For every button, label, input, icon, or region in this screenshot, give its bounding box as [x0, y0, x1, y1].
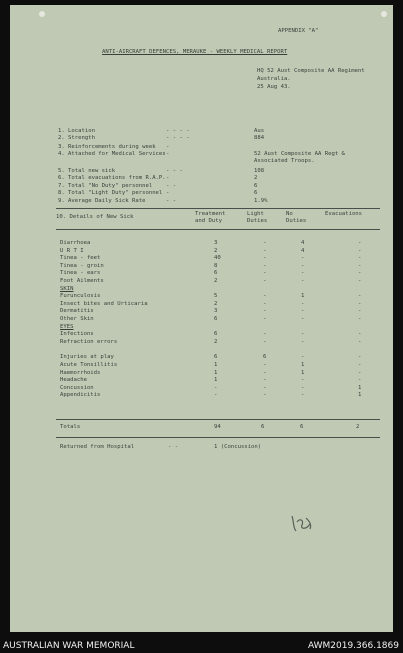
- cell-evacuations: -: [358, 247, 362, 254]
- summary-item-dashes: - -: [166, 198, 177, 204]
- cell-evacuations: -: [358, 354, 362, 361]
- table-top-rule: [56, 208, 380, 209]
- cell-no-duties: -: [301, 255, 305, 262]
- cell-treatment: 2: [214, 300, 218, 307]
- summary-item-number: 2.: [58, 135, 65, 141]
- summary-item-value: 1.9%: [254, 198, 268, 204]
- cell-evacuations: -: [358, 316, 362, 322]
- cell-treatment: -: [214, 384, 218, 391]
- appendix-label: APPENDIX "A": [278, 28, 319, 34]
- row-label: Appendicitis: [60, 392, 101, 399]
- cell-no-duties: 1: [301, 369, 305, 376]
- row-label: Insect bites and Urticaria: [60, 300, 148, 307]
- cell-treatment: -: [214, 392, 218, 399]
- row-label: Diarrhoea: [60, 240, 91, 246]
- summary-item-dashes: - - -: [166, 168, 183, 174]
- summary-item-value: 2: [254, 175, 258, 181]
- col-header-light: Light: [247, 211, 264, 217]
- col-header-evacuations: Evacuations: [325, 211, 363, 217]
- cell-light-duties: -: [263, 300, 267, 307]
- col-header-noduty: No: [286, 211, 293, 217]
- summary-item-value: 6: [254, 190, 258, 196]
- unit-line-2: Australia.: [257, 76, 291, 82]
- cell-no-duties: -: [301, 384, 305, 391]
- cell-no-duties: 4: [301, 247, 305, 254]
- cell-evacuations: -: [358, 338, 362, 345]
- cell-no-duties: 1: [301, 362, 305, 368]
- cell-light-duties: -: [263, 362, 267, 368]
- document-page: [10, 5, 393, 632]
- cell-treatment: 6: [214, 270, 218, 277]
- row-label: Acute Tonsillitis: [60, 362, 118, 368]
- summary-item-dashes: - - - -: [166, 135, 190, 141]
- cell-treatment: 1: [214, 377, 218, 384]
- summary-item-dashes: -: [166, 190, 170, 196]
- footer-institution: AUSTRALIAN WAR MEMORIAL: [3, 641, 135, 651]
- pin-hole-icon: [39, 11, 45, 17]
- cell-light-duties: -: [263, 270, 267, 277]
- cell-no-duties: -: [301, 270, 305, 277]
- cell-evacuations: 1: [358, 392, 362, 399]
- summary-item-dashes: -: [166, 175, 170, 181]
- cell-evacuations: 1: [358, 384, 362, 391]
- row-label: Concussion: [60, 384, 94, 391]
- row-label: Dermatitis: [60, 308, 94, 315]
- summary-item-dashes: - - - -: [166, 128, 190, 134]
- summary-item-number: 9.: [58, 198, 65, 204]
- totals-bottom-rule: [56, 437, 380, 438]
- summary-item-value: 6: [254, 183, 258, 189]
- summary-item-number: 7.: [58, 183, 65, 189]
- summary-item-value: Associated Troops.: [254, 158, 315, 164]
- cell-evacuations: -: [358, 240, 362, 246]
- totals-top-rule: [56, 419, 380, 420]
- summary-item-value: 52 Aust Composite AA Regt &: [254, 151, 345, 157]
- row-label: Foot Ailments: [60, 278, 104, 284]
- cell-evacuations: -: [358, 262, 362, 269]
- row-label: Tinea - groin: [60, 262, 104, 269]
- summary-item-number: 6.: [58, 175, 65, 181]
- cell-evacuations: -: [358, 278, 362, 284]
- cell-no-duties: -: [301, 377, 305, 384]
- cell-no-duties: -: [301, 308, 305, 315]
- cell-no-duties: -: [301, 354, 305, 361]
- cell-light-duties: -: [263, 392, 267, 399]
- cell-no-duties: -: [301, 262, 305, 269]
- returned-label: Returned from Hospital: [60, 444, 135, 450]
- summary-item-number: 8.: [58, 190, 65, 196]
- footer-accession-number: AWM2019.366.1869: [307, 641, 399, 651]
- cell-evacuations: -: [358, 293, 362, 300]
- unit-line-1: HQ 52 Aust Composite AA Regiment: [257, 68, 365, 74]
- row-label: Tinea - feet: [60, 255, 101, 262]
- cell-evacuations: -: [358, 331, 362, 338]
- cell-treatment: 6: [214, 316, 218, 322]
- summary-item-value: 108: [254, 168, 265, 174]
- cell-treatment: 2: [214, 338, 218, 345]
- cell-evacuations: -: [358, 369, 362, 376]
- cell-treatment: 3: [214, 308, 218, 315]
- col-header-treatment-2: and Duty: [195, 218, 222, 224]
- cell-light-duties: -: [263, 262, 267, 269]
- cell-light-duties: -: [263, 384, 267, 391]
- summary-item-label: Total new sick: [68, 168, 116, 174]
- row-label: Haemorrhoids: [60, 369, 101, 376]
- row-label: Furunculosis: [60, 293, 101, 300]
- col-header-noduty-2: Duties: [286, 218, 307, 224]
- cell-treatment: 8: [214, 262, 218, 269]
- totals-evacuations: 2: [356, 424, 360, 430]
- row-label: U R T I: [60, 247, 84, 254]
- returned-dashes: - -: [168, 444, 179, 450]
- cell-evacuations: -: [358, 377, 362, 384]
- cell-treatment: 1: [214, 362, 218, 368]
- summary-item-value: Aus: [254, 128, 265, 134]
- cell-evacuations: -: [358, 270, 362, 277]
- cell-light-duties: -: [263, 293, 267, 300]
- cell-light-duties: -: [263, 255, 267, 262]
- summary-item-label: Reinforcements during week: [68, 144, 156, 150]
- cell-no-duties: 1: [301, 293, 305, 300]
- cell-light-duties: -: [263, 331, 267, 338]
- summary-item-label: Attached for Medical Services: [68, 151, 166, 157]
- col-header-details: 10. Details of New Sick: [56, 214, 134, 220]
- cell-no-duties: 4: [301, 240, 305, 246]
- cell-light-duties: -: [263, 278, 267, 284]
- row-label: Other Skin: [60, 316, 94, 322]
- row-label: Headache: [60, 377, 87, 384]
- cell-evacuations: -: [358, 308, 362, 315]
- summary-item-number: 1.: [58, 128, 65, 134]
- cell-light-duties: -: [263, 316, 267, 322]
- row-label: Infections: [60, 331, 94, 338]
- cell-evacuations: -: [358, 362, 362, 368]
- cell-no-duties: -: [301, 278, 305, 284]
- totals-label: Totals: [60, 424, 81, 430]
- row-label: Refraction errors: [60, 338, 118, 345]
- cell-evacuations: -: [358, 255, 362, 262]
- report-title: ANTI-AIRCRAFT DEFENCES, MERAUKE - WEEKLY MEDICAL REPORT: [102, 49, 288, 55]
- returned-value: 1 (Concussion): [214, 444, 262, 450]
- section-label: SKIN: [60, 285, 74, 292]
- cell-treatment: 5: [214, 293, 218, 300]
- summary-item-number: 3.: [58, 144, 65, 150]
- summary-item-label: Average Daily Sick Rate: [68, 198, 146, 204]
- summary-item-label: Strength: [68, 135, 95, 141]
- cell-light-duties: -: [263, 247, 267, 254]
- cell-no-duties: -: [301, 331, 305, 338]
- cell-evacuations: -: [358, 300, 362, 307]
- pin-hole-icon: [381, 11, 387, 17]
- summary-item-label: Total evacuations from R.A.P.: [68, 175, 166, 181]
- summary-item-dashes: -: [166, 144, 170, 150]
- cell-treatment: 40: [214, 255, 221, 262]
- summary-item-number: 4.: [58, 151, 65, 157]
- cell-treatment: 6: [214, 354, 218, 361]
- col-header-treatment: Treatment: [195, 211, 226, 217]
- totals-light: 6: [261, 424, 265, 430]
- summary-item-label: Total "No Duty" personnel: [68, 183, 153, 189]
- row-label: Injuries at play: [60, 354, 114, 361]
- cell-light-duties: -: [263, 338, 267, 345]
- handwritten-initials-icon: [288, 512, 316, 534]
- cell-light-duties: -: [263, 240, 267, 246]
- cell-treatment: 2: [214, 278, 218, 284]
- cell-no-duties: -: [301, 316, 305, 322]
- cell-no-duties: -: [301, 338, 305, 345]
- summary-item-label: Location: [68, 128, 95, 134]
- cell-treatment: 3: [214, 240, 218, 246]
- cell-treatment: 1: [214, 369, 218, 376]
- cell-treatment: 2: [214, 247, 218, 254]
- report-date: 25 Aug 43.: [257, 84, 291, 90]
- header-rule: [56, 229, 380, 230]
- totals-treatment: 94: [214, 424, 221, 430]
- cell-light-duties: -: [263, 308, 267, 315]
- section-label: EYES: [60, 323, 74, 330]
- summary-item-dashes: - -: [166, 183, 177, 189]
- row-label: Tinea - ears: [60, 270, 101, 277]
- col-header-light-2: Duties: [247, 218, 268, 224]
- cell-light-duties: 6: [263, 354, 267, 361]
- summary-item-number: 5.: [58, 168, 65, 174]
- summary-item-value: 884: [254, 135, 265, 141]
- cell-light-duties: -: [263, 369, 267, 376]
- summary-item-label: Total "Light Duty" personnel: [68, 190, 163, 196]
- cell-treatment: 6: [214, 331, 218, 338]
- cell-no-duties: -: [301, 300, 305, 307]
- cell-light-duties: -: [263, 377, 267, 384]
- summary-item-dashes: -: [166, 151, 170, 157]
- totals-noduty: 6: [300, 424, 304, 430]
- cell-no-duties: -: [301, 392, 305, 399]
